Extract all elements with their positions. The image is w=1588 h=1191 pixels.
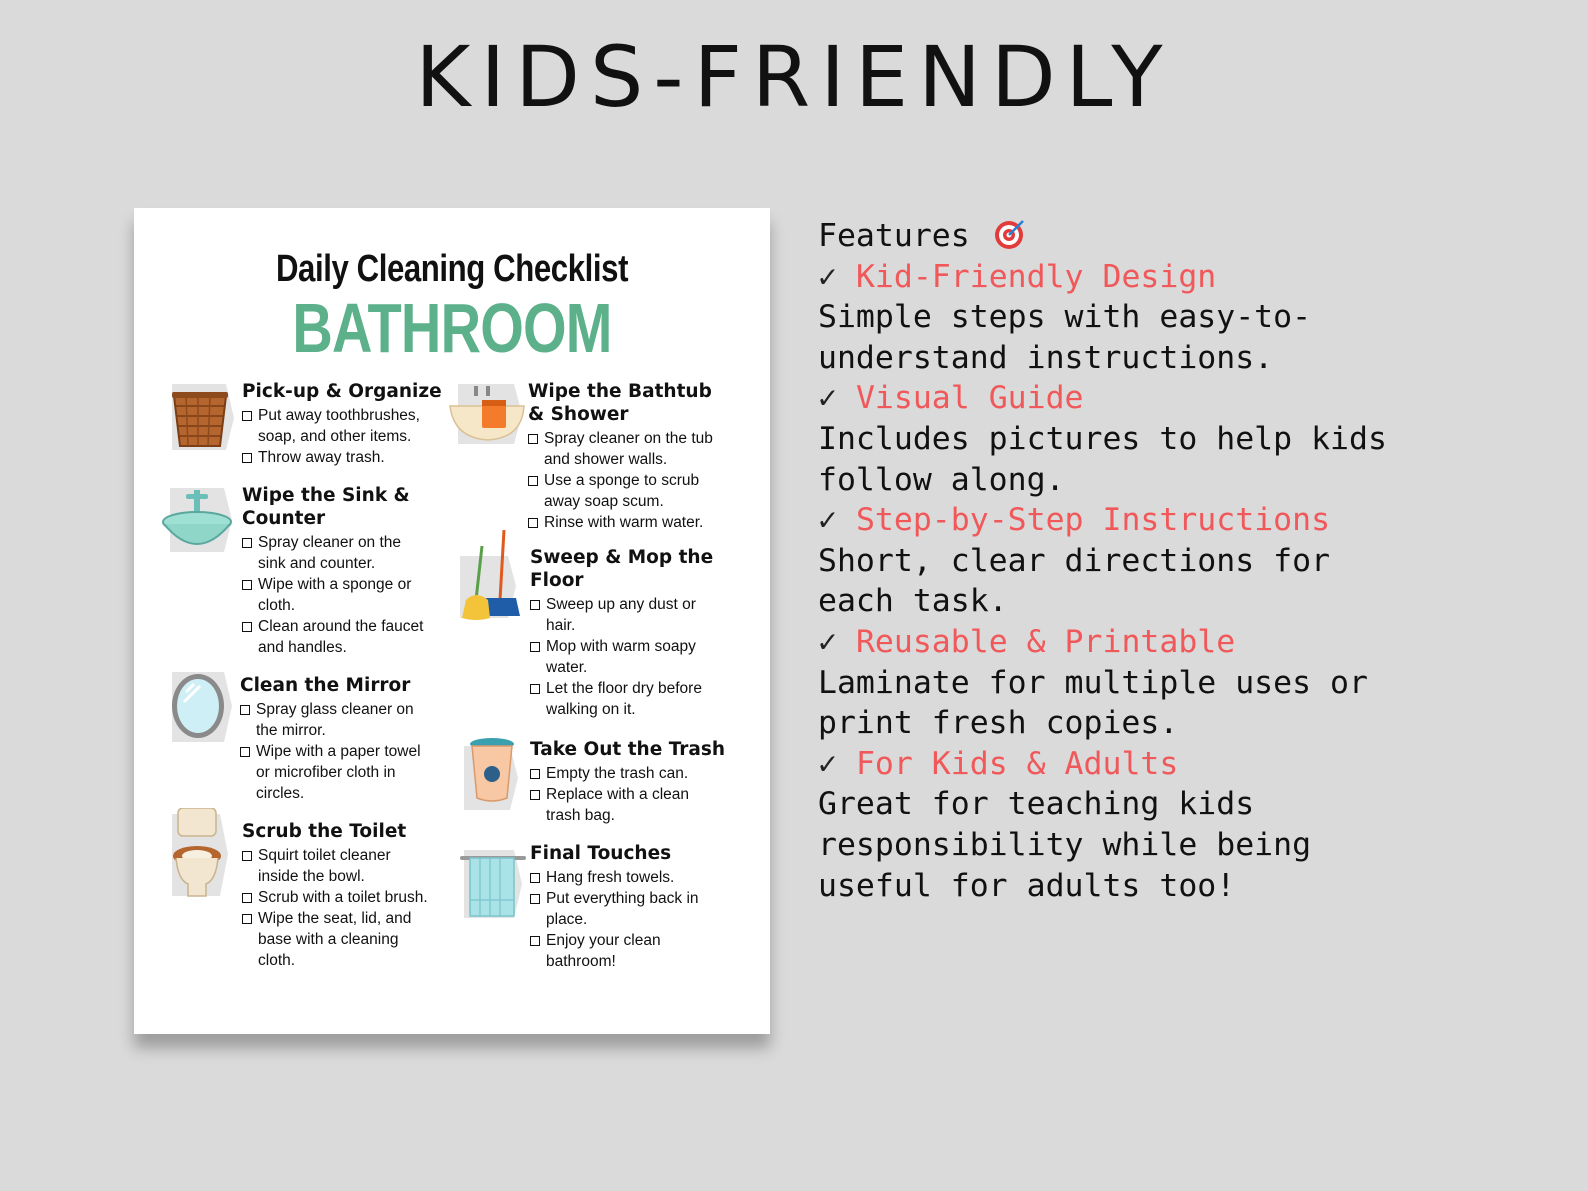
section-wipe-sink-counter <box>242 484 452 658</box>
section-clean-mirror <box>240 674 452 804</box>
checklist-title: Daily Cleaning Checklist <box>275 248 629 290</box>
section-heading: Clean the Mirror <box>240 675 411 696</box>
checklist-sheet <box>134 208 770 1034</box>
feature-title: ✓ Step-by-Step Instructions <box>818 502 1331 539</box>
feature-desc: Includes pictures to help kids <box>818 420 1387 457</box>
section-final-touches <box>530 842 758 972</box>
trash-can-icon <box>464 736 520 816</box>
feature-desc: responsibility while being <box>818 826 1312 863</box>
sink-icon <box>160 486 236 560</box>
task-item[interactable]: Use a sponge to scrub away soap scum. <box>528 470 758 512</box>
task-item[interactable]: Mop with warm soapy water. <box>530 636 758 678</box>
feature-desc: Simple steps with easy-to- <box>818 299 1312 336</box>
task-item[interactable]: Hang fresh towels. <box>530 867 758 888</box>
task-item[interactable]: Put everything back in place. <box>530 888 758 930</box>
feature-desc: understand instructions. <box>818 339 1274 376</box>
check-icon: ✓ <box>818 745 837 782</box>
feature-desc: useful for adults too! <box>818 867 1236 904</box>
section-pick-up-organize <box>242 380 452 468</box>
feature-desc: print fresh copies. <box>818 705 1179 742</box>
task-item[interactable]: Squirt toilet cleaner inside the bowl. <box>242 845 456 887</box>
feature-desc: Short, clear directions for <box>818 542 1331 579</box>
check-icon: ✓ <box>818 502 837 539</box>
section-scrub-toilet <box>242 820 456 971</box>
mirror-icon <box>168 670 234 748</box>
target-icon <box>993 219 1025 251</box>
section-heading: Pick-up & Organize <box>242 381 442 402</box>
feature-title: ✓ For Kids & Adults <box>818 745 1179 782</box>
check-icon: ✓ <box>818 623 837 660</box>
section-take-out-trash <box>530 738 758 826</box>
check-icon: ✓ <box>818 258 837 295</box>
task-item[interactable]: Rinse with warm water. <box>528 512 758 533</box>
feature-title: ✓ Kid-Friendly Design <box>818 258 1217 295</box>
task-item[interactable]: Let the floor dry before walking on it. <box>530 678 758 720</box>
task-item[interactable]: Enjoy your clean bathroom! <box>530 930 758 972</box>
task-item[interactable]: Spray cleaner on the tub and shower walls. <box>528 428 758 470</box>
task-item[interactable]: Wipe the seat, lid, and base with a cleaning cloth. <box>242 908 456 971</box>
checklist-subtitle: BATHROOM <box>292 289 612 367</box>
task-item[interactable]: Spray glass cleaner on the mirror. <box>240 699 452 741</box>
task-item[interactable]: Spray cleaner on the sink and counter. <box>242 532 452 574</box>
task-item[interactable]: Empty the trash can. <box>530 763 758 784</box>
section-sweep-mop-floor <box>530 546 758 720</box>
feature-desc: each task. <box>818 583 1008 620</box>
task-item[interactable]: Scrub with a toilet brush. <box>242 887 456 908</box>
task-item[interactable]: Wipe with a sponge or cloth. <box>242 574 452 616</box>
features-heading: Features <box>818 216 1578 257</box>
section-heading: Scrub the Toilet <box>242 821 407 842</box>
check-icon: ✓ <box>818 380 837 417</box>
section-heading: Wipe the Bathtub & Shower <box>528 381 712 425</box>
task-item[interactable]: Put away toothbrushes, soap, and other items. <box>242 405 452 447</box>
feature-title: ✓ Reusable & Printable <box>818 623 1236 660</box>
feature-desc: Great for teaching kids <box>818 786 1255 823</box>
page-title: KIDS-FRIENDLY <box>415 28 1173 126</box>
bathtub-icon <box>448 384 528 450</box>
section-heading: Final Touches <box>530 843 672 864</box>
section-heading: Take Out the Trash <box>530 739 726 760</box>
towel-icon <box>460 850 526 924</box>
features-list <box>818 216 1578 906</box>
section-heading: Sweep & Mop the Floor <box>530 547 714 591</box>
feature-desc: Laminate for multiple uses or <box>818 664 1368 701</box>
toilet-icon <box>168 808 228 904</box>
task-item[interactable]: Wipe with a paper towel or microfiber cloth in circles. <box>240 741 452 804</box>
task-item[interactable]: Sweep up any dust or hair. <box>530 594 758 636</box>
section-heading: Wipe the Sink & Counter <box>242 485 410 529</box>
broom-mop-icon <box>456 530 522 626</box>
task-item[interactable]: Replace with a clean trash bag. <box>530 784 758 826</box>
feature-title: ✓ Visual Guide <box>818 380 1084 417</box>
task-item[interactable]: Clean around the faucet and handles. <box>242 616 452 658</box>
basket-icon <box>168 382 234 456</box>
task-item[interactable]: Throw away trash. <box>242 447 452 468</box>
section-wipe-bathtub-shower <box>528 380 758 533</box>
feature-desc: follow along. <box>818 461 1065 498</box>
